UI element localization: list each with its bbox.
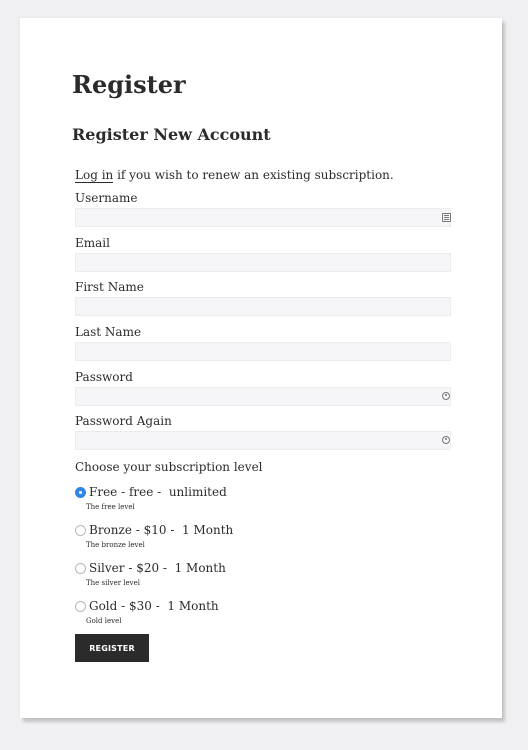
login-prompt-text: if you wish to renew an existing subscription.: [113, 168, 394, 182]
username-label: Username: [75, 191, 138, 205]
level-description: The silver level: [86, 579, 141, 587]
subscription-heading: Choose your subscription level: [75, 460, 263, 474]
level-name: Bronze - $10 - 1 Month: [89, 523, 234, 537]
key-icon: [442, 392, 450, 400]
radio-free[interactable]: [75, 487, 86, 498]
level-name: Free - free - unlimited: [89, 485, 227, 499]
login-prompt: [75, 167, 394, 183]
page-title: Register: [72, 70, 186, 99]
level-description: The bronze level: [86, 541, 145, 549]
register-button[interactable]: REGISTER: [75, 634, 149, 662]
registration-card: [20, 18, 502, 718]
radio-bronze[interactable]: [75, 525, 86, 536]
radio-silver[interactable]: [75, 563, 86, 574]
level-description: The free level: [86, 503, 135, 511]
password-input[interactable]: [75, 387, 451, 406]
first-name-input[interactable]: [75, 297, 451, 316]
password-again-label: Password Again: [75, 414, 172, 428]
key-icon: [442, 436, 450, 444]
last-name-input[interactable]: [75, 342, 451, 361]
radio-gold[interactable]: [75, 601, 86, 612]
last-name-label: Last Name: [75, 325, 142, 339]
level-name: Silver - $20 - 1 Month: [89, 561, 226, 575]
username-input[interactable]: [75, 208, 451, 227]
password-label: Password: [75, 370, 133, 384]
email-input[interactable]: [75, 253, 451, 272]
section-title: Register New Account: [72, 125, 271, 144]
first-name-label: First Name: [75, 280, 144, 294]
password-again-input[interactable]: [75, 431, 451, 450]
email-label: Email: [75, 236, 110, 250]
level-name: Gold - $30 - 1 Month: [89, 599, 219, 613]
id-card-icon: [442, 213, 451, 222]
login-link[interactable]: Log in: [75, 168, 114, 182]
level-description: Gold level: [86, 617, 122, 625]
